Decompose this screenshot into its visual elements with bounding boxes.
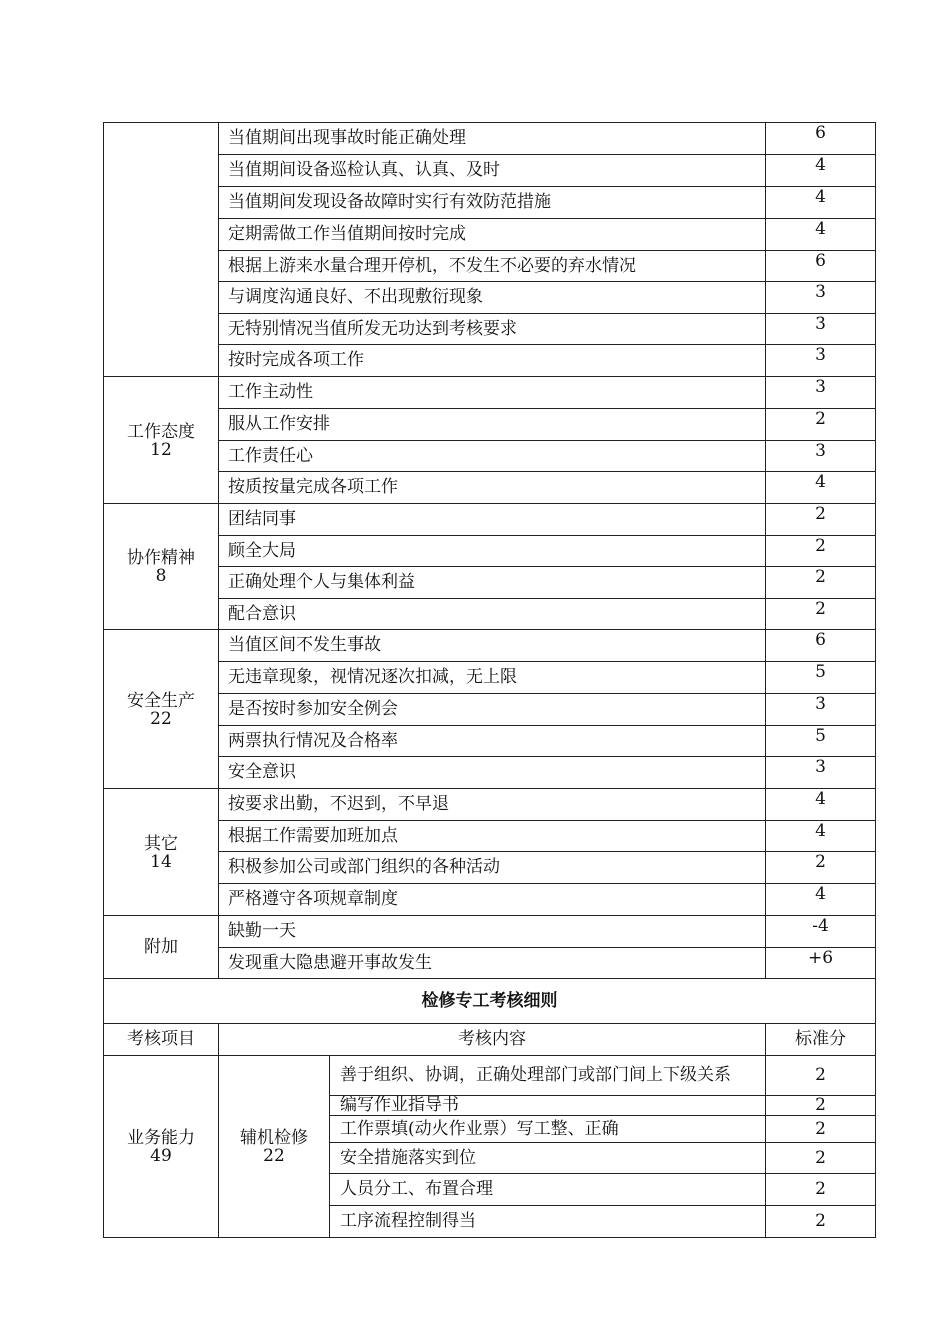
table-row	[104, 662, 876, 694]
table-row	[104, 472, 876, 504]
subcategory-points: 22	[263, 1146, 285, 1166]
criterion-text: 当值期间发现设备故障时实行有效防范措施	[219, 187, 766, 219]
table-row	[104, 916, 876, 948]
table-row	[104, 821, 876, 852]
score-value: 4	[766, 472, 876, 504]
table-row	[104, 948, 876, 979]
criterion-text: 配合意识	[219, 599, 766, 630]
criterion-text: 工作主动性	[219, 377, 766, 409]
criterion-text: 按质按量完成各项工作	[219, 472, 766, 504]
score-value: 5	[766, 726, 876, 757]
criterion-text: 工序流程控制得当	[330, 1206, 766, 1238]
score-value: 2	[766, 1116, 876, 1143]
table-row	[104, 187, 876, 219]
score-value: 6	[766, 123, 876, 155]
criterion-text: 积极参加公司或部门组织的各种活动	[219, 852, 766, 884]
table-row	[104, 345, 876, 377]
criterion-text: 与调度沟通良好、不出现敷衍现象	[219, 282, 766, 314]
table-row	[104, 726, 876, 757]
table-row	[104, 536, 876, 567]
category-points: 12	[150, 439, 172, 460]
criterion-text: 安全措施落实到位	[330, 1143, 766, 1174]
category-cell	[104, 504, 219, 630]
criterion-text: 工作责任心	[219, 441, 766, 472]
criterion-text: 严格遵守各项规章制度	[219, 884, 766, 916]
criterion-text: 两票执行情况及合格率	[219, 726, 766, 757]
score-value: 2	[766, 504, 876, 536]
category-cell	[104, 789, 219, 916]
subcategory-cell	[219, 1056, 330, 1238]
score-value: 3	[766, 757, 876, 789]
table-row	[104, 441, 876, 472]
score-value: 2	[766, 599, 876, 630]
score-value: 2	[766, 1096, 876, 1116]
criterion-text: 按时完成各项工作	[219, 345, 766, 377]
category-name: 工作态度	[127, 421, 195, 442]
category-cell	[104, 377, 219, 504]
table-row	[104, 314, 876, 345]
category-name: 安全生产	[127, 690, 195, 711]
criterion-text: 服从工作安排	[219, 409, 766, 441]
criterion-text: 缺勤一天	[219, 916, 766, 948]
table-row	[104, 409, 876, 441]
table-row	[104, 789, 876, 821]
score-value: 4	[766, 155, 876, 187]
score-value: 2	[766, 852, 876, 884]
table-row	[104, 694, 876, 726]
section-title-row	[104, 979, 876, 1024]
score-value: 2	[766, 409, 876, 441]
criterion-text: 正确处理个人与集体利益	[219, 567, 766, 599]
score-value: 5	[766, 662, 876, 694]
score-value: 2	[766, 1056, 876, 1096]
score-value: 4	[766, 789, 876, 821]
category-cell	[104, 916, 219, 979]
table-row	[104, 1056, 876, 1096]
table-row	[104, 757, 876, 789]
table-row	[104, 567, 876, 599]
score-value: 3	[766, 314, 876, 345]
score-value: 3	[766, 282, 876, 314]
category-cell-empty	[104, 123, 219, 377]
table-row	[104, 155, 876, 187]
criterion-text: 工作票填(动火作业票）写工整、正确	[330, 1116, 766, 1143]
category-name: 附加	[144, 936, 178, 957]
criterion-text: 安全意识	[219, 757, 766, 789]
table-row	[104, 282, 876, 314]
category-name: 业务能力	[127, 1128, 195, 1148]
category-cell	[104, 630, 219, 789]
header-score: 标准分	[766, 1024, 876, 1056]
table-row	[104, 504, 876, 536]
category-points: 8	[155, 566, 167, 586]
score-value: 3	[766, 345, 876, 377]
score-value: 4	[766, 219, 876, 251]
criterion-text: 团结同事	[219, 504, 766, 536]
criterion-text: 发现重大隐患避开事故发生	[219, 948, 766, 979]
table-row	[104, 377, 876, 409]
criterion-text: 是否按时参加安全例会	[219, 694, 766, 726]
score-value: 4	[766, 821, 876, 852]
score-value: 6	[766, 630, 876, 662]
table-row	[104, 852, 876, 884]
criterion-text: 人员分工、布置合理	[330, 1174, 766, 1206]
section-title: 检修专工考核细则	[104, 979, 876, 1024]
score-value: 2	[766, 567, 876, 599]
table-row	[104, 630, 876, 662]
assessment-table	[103, 122, 876, 1238]
criterion-text: 当值区间不发生事故	[219, 630, 766, 662]
score-value: 2	[766, 1206, 876, 1238]
score-value: 6	[766, 251, 876, 282]
score-value: +6	[766, 948, 876, 979]
score-value: 3	[766, 377, 876, 409]
category-name: 协作精神	[127, 548, 195, 568]
criterion-text: 编写作业指导书	[330, 1096, 766, 1116]
score-value: 2	[766, 536, 876, 567]
score-value: 2	[766, 1143, 876, 1174]
category-name: 其它	[144, 833, 178, 854]
score-value: 3	[766, 694, 876, 726]
score-value: 2	[766, 1174, 876, 1206]
score-value: 4	[766, 187, 876, 219]
criterion-text: 善于组织、协调，正确处理部门或部门间上下级关系	[330, 1056, 766, 1096]
criterion-text: 无特别情况当值所发无功达到考核要求	[219, 314, 766, 345]
table-row	[104, 251, 876, 282]
score-value: 4	[766, 884, 876, 916]
score-value: 3	[766, 441, 876, 472]
header-item: 考核项目	[104, 1024, 219, 1056]
criterion-text: 定期需做工作当值期间按时完成	[219, 219, 766, 251]
table-row	[104, 884, 876, 916]
header-row	[104, 1024, 876, 1056]
criterion-text: 根据上游来水量合理开停机，不发生不必要的弃水情况	[219, 251, 766, 282]
criterion-text: 当值期间出现事故时能正确处理	[219, 123, 766, 155]
criterion-text: 顾全大局	[219, 536, 766, 567]
criterion-text: 无违章现象，视情况逐次扣减，无上限	[219, 662, 766, 694]
category-cell	[104, 1056, 219, 1238]
criterion-text: 当值期间设备巡检认真、认真、及时	[219, 155, 766, 187]
category-points: 22	[150, 708, 172, 729]
subcategory-name: 辅机检修	[240, 1128, 308, 1148]
table-row	[104, 599, 876, 630]
criterion-text: 根据工作需要加班加点	[219, 821, 766, 852]
header-content: 考核内容	[219, 1024, 766, 1056]
table-row	[104, 219, 876, 251]
category-points: 49	[150, 1146, 172, 1166]
table-row	[104, 123, 876, 155]
score-value: -4	[766, 916, 876, 948]
category-points: 14	[150, 851, 172, 872]
criterion-text: 按要求出勤，不迟到，不早退	[219, 789, 766, 821]
